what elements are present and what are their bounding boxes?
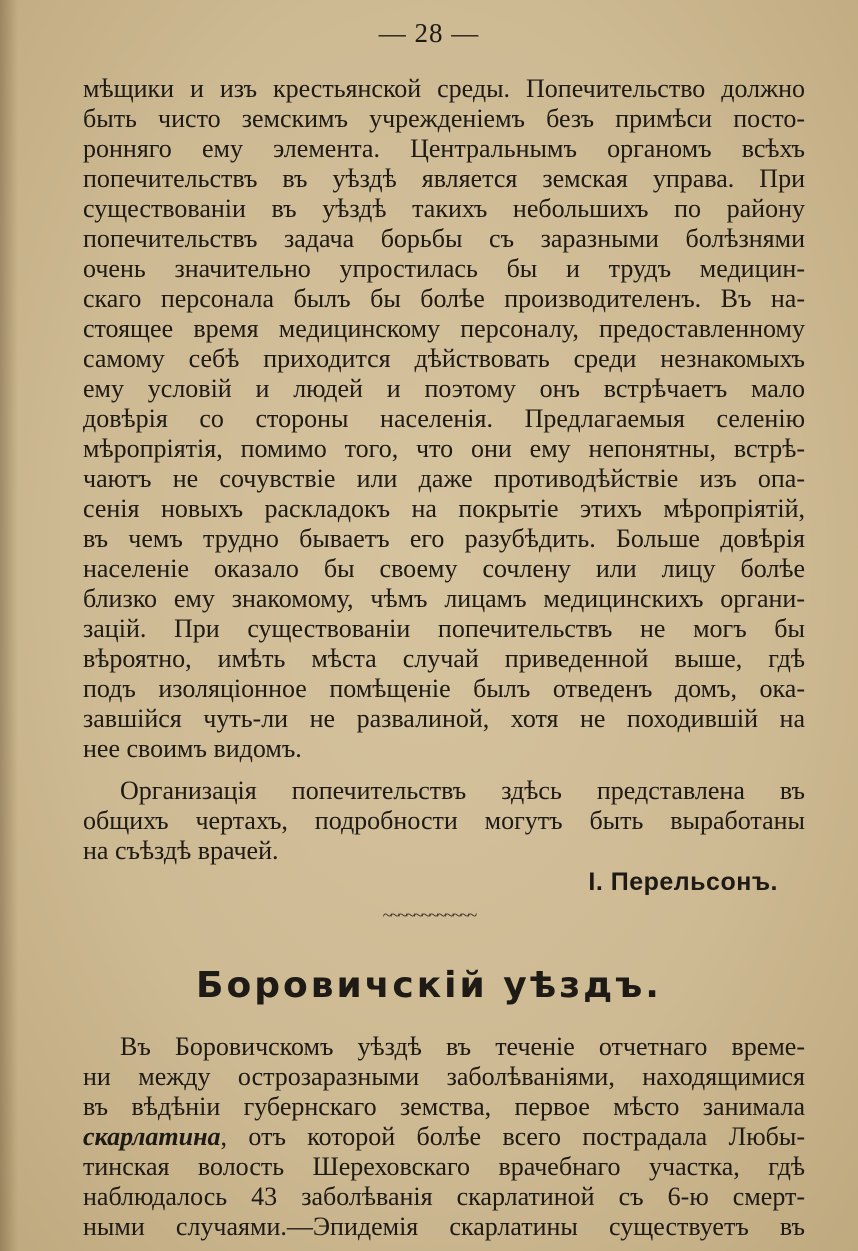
paragraph-line: сенія новыхъ раскладокъ на покрытіе этихъ мѣропріятій, [83,494,805,523]
paragraph-line: очень значительно упростилась бы и трудъ медицин- [83,254,805,283]
paragraph-line: на съѣздѣ врачей. [83,836,279,865]
paragraph-line: населеніе оказало бы своему сочлену или лицу болѣе [83,554,805,583]
paragraph-line: въ вѣдѣніи губернскаго земства, первое мѣсто занимала [83,1092,805,1121]
paragraph-line: попечительствъ въ уѣздѣ является земская управа. При [83,164,805,193]
paragraph-line: Въ Боровичскомъ уѣздѣ въ теченіе отчетнаго време- [120,1032,805,1061]
paragraph-line: существованіи въ уѣздѣ такихъ небольшихъ по району [83,194,805,223]
paragraph-line: подъ изоляціонное помѣщеніе былъ отведенъ домъ, ока- [83,674,805,703]
paragraph-line: ему условій и людей и поэтому онъ встрѣчаетъ мало [83,374,805,403]
paragraph-line: тинская волость Шереховскаго врачебнаго участка, гдѣ [83,1152,805,1181]
paragraph-line: наблюдалось 43 заболѣванія скарлатиной съ 6-ю смерт- [83,1182,805,1211]
paragraph-line: нее своимъ видомъ. [83,734,302,763]
paragraph-line [83,1122,805,1152]
paragraph-line: ни между острозаразными заболѣваніями, находящимися [83,1062,805,1091]
paragraph-line: стоящее время медицинскому персоналу, предоставленному [83,314,805,343]
emphasized-term: скарлатина [83,1122,221,1151]
author-signature: І. Перельсонъ. [588,868,778,896]
line-text: , отъ которой болѣе всего пострадала Любы- [220,1122,805,1151]
paragraph-line: общихъ чертахъ, подробности могутъ быть выработаны [83,806,805,835]
paragraph-line: близко ему знакомому, чѣмъ лицамъ медицинскихъ органи- [83,584,805,613]
paragraph-line: зацій. При существованіи попечительствъ не могъ бы [83,614,805,643]
paragraph-line: ными случаями.—Эпидемія скарлатины существуетъ въ [83,1212,805,1241]
binding-shadow [0,0,18,1251]
paragraph-line: довѣрія со стороны населенія. Предлагаемыя селенію [83,404,805,433]
section-title: Боровичскій уѣздъ. [196,965,662,1006]
paragraph-line: завшійся чуть-ли не развалиной, хотя не походившій на [83,704,805,733]
paragraph-line: Организація попечительствъ здѣсь представлена въ [120,776,805,805]
paragraph-line: ронняго ему элемента. Центральнымъ органомъ всѣхъ [83,134,805,163]
paragraph-line: быть чисто земскимъ учрежденіемъ безъ примѣси посто- [83,104,805,133]
paragraph-line: чаютъ не сочувствіе или даже противодѣйствіе изъ опа- [83,464,805,493]
page-number: — 28 — [378,18,480,48]
paragraph-line: скаго персонала былъ бы болѣе производителенъ. Въ на- [83,284,805,313]
paragraph-line: въ чемъ трудно бываетъ его разубѣдить. Больше довѣрія [83,524,805,553]
paragraph-line: вѣроятно, имѣть мѣста случай приведенной выше, гдѣ [83,644,805,673]
paragraph-line: мѣропріятія, помимо того, что они ему непонятны, встрѣ- [83,434,805,463]
paragraph-line: мѣщики и изъ крестьянской среды. Попечительство должно [83,74,805,103]
paragraph-line: попечительствъ задача борьбы съ заразными болѣзнями [83,224,805,253]
section-divider: ~~~~~~~~~~~~ [382,905,476,925]
paragraph-line: самому себѣ приходится дѣйствовать среди незнакомыхъ [83,344,805,373]
